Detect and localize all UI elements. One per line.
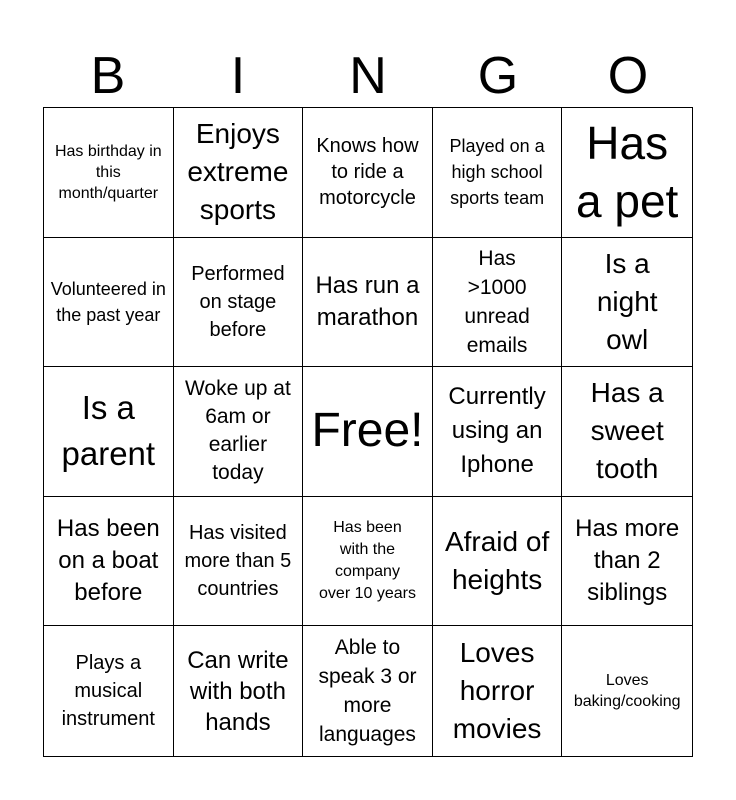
bingo-cell[interactable] <box>303 108 433 238</box>
cell-text: Has visited more than 5 countries <box>184 522 292 601</box>
cell-text: Can write with both hands <box>187 646 289 736</box>
cell-text: Enjoys extreme sports <box>187 118 289 226</box>
bingo-cell[interactable] <box>303 238 433 368</box>
bingo-cell[interactable] <box>303 497 433 627</box>
cell-text: Currently using an Iphone <box>448 383 546 479</box>
bingo-cell[interactable] <box>433 497 563 627</box>
cell-text: Has >1000 unread emails <box>464 246 530 357</box>
header-letter-n: N <box>349 47 387 105</box>
bingo-cell[interactable] <box>44 238 174 368</box>
bingo-cell[interactable] <box>174 367 304 497</box>
bingo-cell[interactable] <box>562 497 692 627</box>
cell-text: Loves baking/cooking <box>573 672 681 711</box>
bingo-cell[interactable] <box>433 367 563 497</box>
bingo-cell[interactable] <box>562 238 692 368</box>
bingo-cell[interactable] <box>433 238 563 368</box>
bingo-cell[interactable] <box>303 626 433 756</box>
bingo-cell[interactable] <box>174 626 304 756</box>
bingo-cell[interactable] <box>562 108 692 238</box>
bingo-cell[interactable] <box>562 367 692 497</box>
cell-text: Has been on a boat before <box>56 515 160 607</box>
free-space[interactable] <box>303 367 433 497</box>
cell-text: Is a night owl <box>596 247 658 355</box>
cell-text: Loves horror movies <box>452 637 542 745</box>
cell-text: Has birthday in this month/quarter <box>54 142 162 202</box>
cell-text: Has a sweet tooth <box>590 377 664 485</box>
cell-text: Performed on stage before <box>191 262 285 341</box>
cell-text: Volunteered in the past year <box>50 278 166 325</box>
header-letter-g: G <box>477 47 519 105</box>
bingo-cell[interactable] <box>174 497 304 627</box>
cell-text: Able to speak 3 or more languages <box>318 636 417 747</box>
cell-text: Has a pet <box>576 117 679 228</box>
cell-text: Free! <box>311 404 424 458</box>
bingo-cell[interactable] <box>44 108 174 238</box>
bingo-card <box>43 107 693 757</box>
bingo-cell[interactable] <box>44 497 174 627</box>
bingo-cell[interactable] <box>44 367 174 497</box>
cell-text: Has been with the company over 10 years <box>319 519 416 603</box>
cell-text: Has run a marathon <box>315 271 420 331</box>
header-letter-i: I <box>230 47 246 105</box>
bingo-cell[interactable] <box>44 626 174 756</box>
cell-text: Plays a musical instrument <box>61 652 155 731</box>
bingo-cell[interactable] <box>433 626 563 756</box>
bingo-cell[interactable] <box>174 238 304 368</box>
bingo-header <box>43 44 693 108</box>
bingo-cell[interactable] <box>433 108 563 238</box>
bingo-cell[interactable] <box>562 626 692 756</box>
cell-text: Played on a high school sports team <box>449 136 545 209</box>
header-letter-o: O <box>607 47 649 105</box>
cell-text: Has more than 2 siblings <box>575 515 680 607</box>
cell-text: Knows how to ride a motorcycle <box>316 135 419 210</box>
cell-text: Is a parent <box>61 389 156 473</box>
cell-text: Afraid of heights <box>444 526 550 596</box>
header-letter-b: B <box>90 47 126 105</box>
bingo-cell[interactable] <box>174 108 304 238</box>
cell-text: Woke up at 6am or earlier today <box>184 377 291 485</box>
